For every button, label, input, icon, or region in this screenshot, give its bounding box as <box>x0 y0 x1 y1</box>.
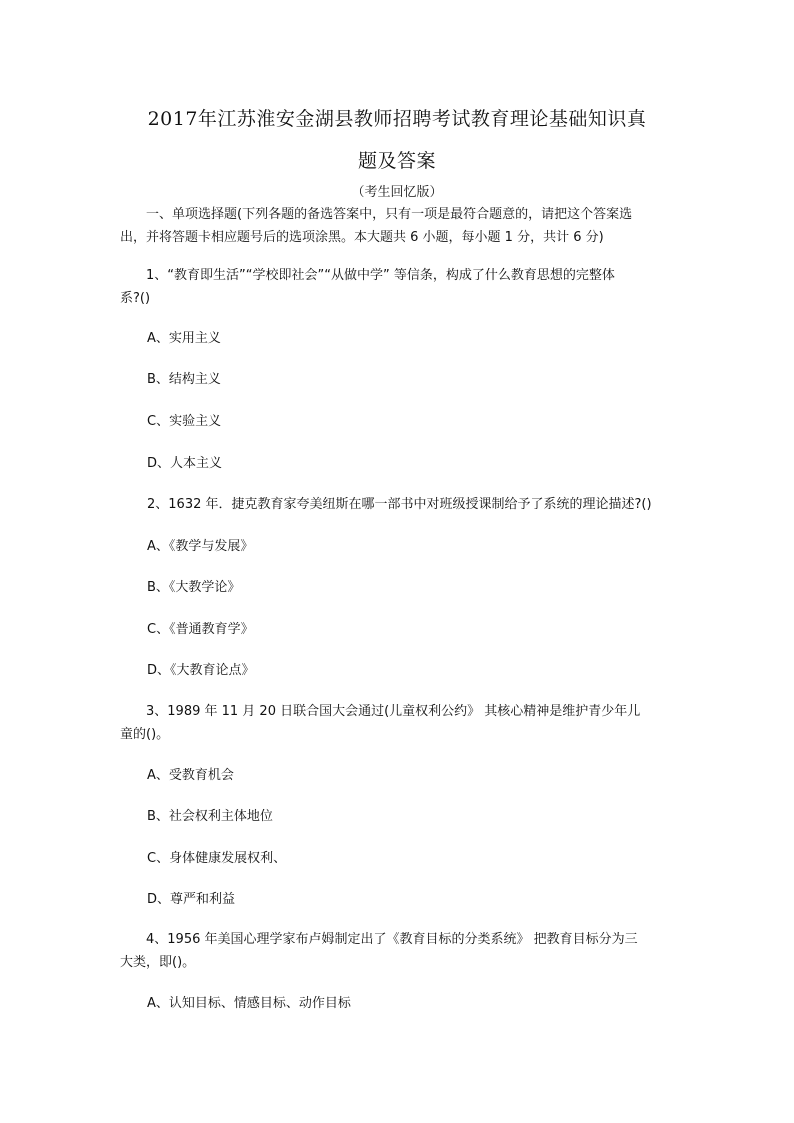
question-3-stem-line-2: 童的()。 <box>120 727 170 742</box>
document-subtitle: （考生回忆版） <box>351 185 443 200</box>
question-4-stem-line-2: 大类，即()。 <box>120 955 196 970</box>
question-3-stem-line-1: 3、1989 年 11 月 20 日联合国大会通过(儿童权利公约》 其核心精神是维护青少年儿 <box>146 704 641 719</box>
question-3-option-c: C、身体健康发展权利、 <box>147 851 287 866</box>
question-1-option-d: D、人本主义 <box>147 456 223 471</box>
question-2-option-d: D、《大教育论点》 <box>147 663 255 678</box>
question-2-option-c: C、《普通教育学》 <box>147 622 254 637</box>
question-3-option-a: A、受教育机会 <box>147 768 234 783</box>
section-heading-line-1: 一、单项选择题(下列各题的备选答案中，只有一项是最符合题意的，请把这个答案选 <box>146 207 633 222</box>
question-3-option-d: D、尊严和利益 <box>147 892 236 907</box>
question-1-stem <box>120 264 676 310</box>
question-1-option-c: C、实验主义 <box>147 414 222 429</box>
document-title-line-2: 题及答案 <box>357 150 436 172</box>
section-heading <box>120 203 676 249</box>
question-3-stem <box>120 700 676 746</box>
question-1-stem-line-2: 系?() <box>120 291 151 306</box>
question-4-stem <box>120 928 676 974</box>
question-1-stem-line-1: 1、“教育即生活”“学校即社会”“从做中学” 等信条，构成了什么教育思想的完整体 <box>146 268 615 283</box>
document-title-line-1: 2017年江苏淮安金湖县教师招聘考试教育理论基础知识真 <box>147 108 647 130</box>
question-2-option-b: B、《大教学论》 <box>147 580 241 595</box>
question-4-option-a: A、认知目标、情感目标、动作目标 <box>147 996 351 1011</box>
question-3-option-b: B、社会权利主体地位 <box>147 809 273 824</box>
section-heading-line-2: 出，并将答题卡相应题号后的选项涂黑。本大题共 6 小题，每小题 1 分，共计 6 分) <box>120 230 604 245</box>
question-2-option-a: A、《教学与发展》 <box>147 539 254 554</box>
question-1-option-a: A、实用主义 <box>147 331 221 346</box>
question-1-option-b: B、结构主义 <box>147 372 221 387</box>
question-2-stem: 2、1632 年．捷克教育家夸美纽斯在哪一部书中对班级授课制给予了系统的理论描述?() <box>147 497 652 512</box>
question-4-stem-line-1: 4、1956 年美国心理学家布卢姆制定出了《教育目标的分类系统》 把教育目标分为三 <box>146 932 638 947</box>
